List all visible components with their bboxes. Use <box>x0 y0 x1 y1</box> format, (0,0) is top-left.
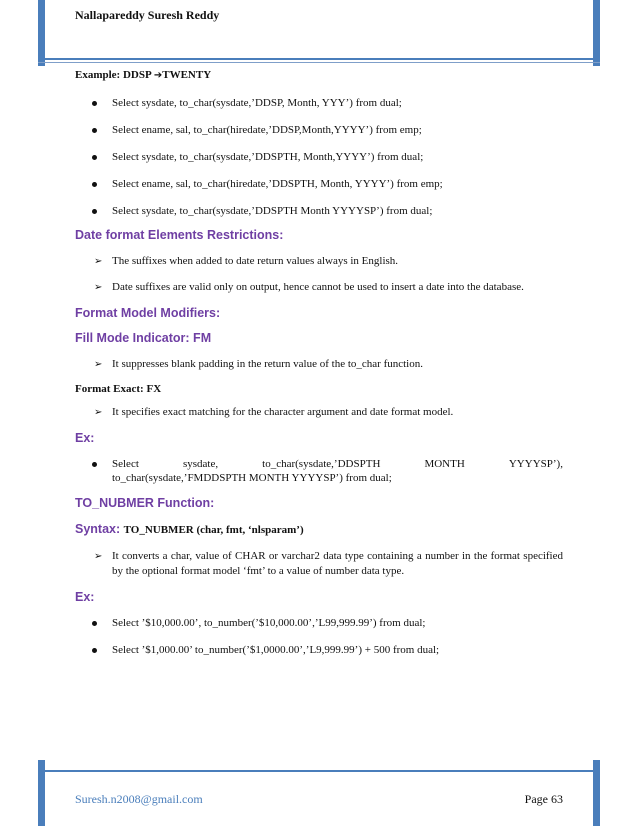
list-item: Select sysdate, to_char(sysdate,’DDSPTH, Month,YYYY’) from dual; <box>75 150 563 164</box>
restrictions-heading: Date format Elements Restrictions: <box>75 228 284 242</box>
page-content <box>75 68 563 670</box>
syntax-label: Syntax: <box>75 522 121 536</box>
bullet-icon <box>92 462 97 467</box>
modifiers-heading: Format Model Modifiers: <box>75 306 221 320</box>
example-label: Example: DDSP <box>75 69 152 81</box>
fill-mode-list <box>75 357 563 372</box>
list-item: Select ename, sal, to_char(hiredate,’DDSP,Month,YYYY’) from emp; <box>75 123 563 137</box>
to-number-list <box>75 549 563 579</box>
list-item: ➢ It suppresses blank padding in the return value of the to_char function. <box>94 358 423 370</box>
example-line <box>75 68 563 83</box>
list-item: Select sysdate, to_char(sysdate,’DDSPTH Month YYYYSP’) from dual; <box>75 204 563 218</box>
syntax-text: TO_NUBMER (char, fmt, ‘nlsparam’) <box>123 524 304 536</box>
ex1-line2: to_char(sysdate,’FMDDSPTH MONTH YYYYSP’) from dual; <box>112 472 392 484</box>
fill-mode-heading: Fill Mode Indicator: FM <box>75 331 212 345</box>
ex-heading: Ex: <box>75 431 95 445</box>
ex1-list <box>75 457 563 485</box>
bullet-icon <box>92 648 97 653</box>
format-exact-heading: Format Exact: FX <box>75 383 162 395</box>
list-item: ➢ The suffixes when added to date return values always in English. <box>94 255 399 267</box>
left-border-bar <box>38 0 45 66</box>
list-item: ➢ It specifies exact matching for the character argument and date format model. <box>94 406 454 418</box>
ex2-list <box>75 616 563 657</box>
ex1-line1: Select sysdate, to_char(sysdate,’DDSPTH MONTH YYYYSP’), <box>112 458 563 470</box>
list-item: ➢ Date suffixes are valid only on output, hence cannot be used to insert a date into the database. <box>94 281 524 293</box>
to-number-heading: TO_NUBMER Function: <box>75 496 215 510</box>
bullet-icon <box>92 621 97 626</box>
chevron-icon: ➢ <box>94 551 103 562</box>
footer-email: Suresh.n2008@gmail.com <box>75 792 203 806</box>
chevron-icon: ➢ <box>94 256 103 267</box>
list-item <box>75 457 563 485</box>
ex2-heading: Ex: <box>75 590 95 604</box>
list-item: Select ename, sal, to_char(hiredate,’DDSPTH, Month, YYYY’) from emp; <box>75 177 563 191</box>
bullet-icon <box>92 101 97 106</box>
bullet-icon <box>92 182 97 187</box>
page-number: Page 63 <box>524 792 563 806</box>
list-item: ➢ It converts a char, value of CHAR or varchar2 data type containing a number in the format specified by the optional format model ‘fmt’ to a value of number data type. <box>94 550 563 577</box>
bullet-icon <box>92 128 97 133</box>
arrow-right-icon: ➔ <box>153 70 163 81</box>
list-item: Select sysdate, to_char(sysdate,’DDSP, Month, YYY’) from dual; <box>75 96 563 110</box>
footer-rule <box>38 770 600 772</box>
header-rule-thin <box>38 62 600 63</box>
chevron-icon: ➢ <box>94 407 103 418</box>
bullet-icon <box>92 209 97 214</box>
header-rule <box>38 58 600 60</box>
syntax-line <box>75 522 563 538</box>
chevron-icon: ➢ <box>94 282 103 293</box>
format-exact-list <box>75 405 563 420</box>
example-result: TWENTY <box>162 69 212 81</box>
list-item: Select ’$1,000.00’ to_number(’$1,0000.00’,’L9,999.99’) + 500 from dual; <box>75 643 563 657</box>
bullet-icon <box>92 155 97 160</box>
chevron-icon: ➢ <box>94 359 103 370</box>
author-name: Nallapareddy Suresh Reddy <box>75 8 220 22</box>
list-item: Select ’$10,000.00’, to_number(’$10,000.00’,’L99,999.99’) from dual; <box>75 616 563 630</box>
right-border-bar <box>593 0 600 66</box>
examples-list <box>75 96 563 218</box>
restrictions-list <box>75 254 563 295</box>
